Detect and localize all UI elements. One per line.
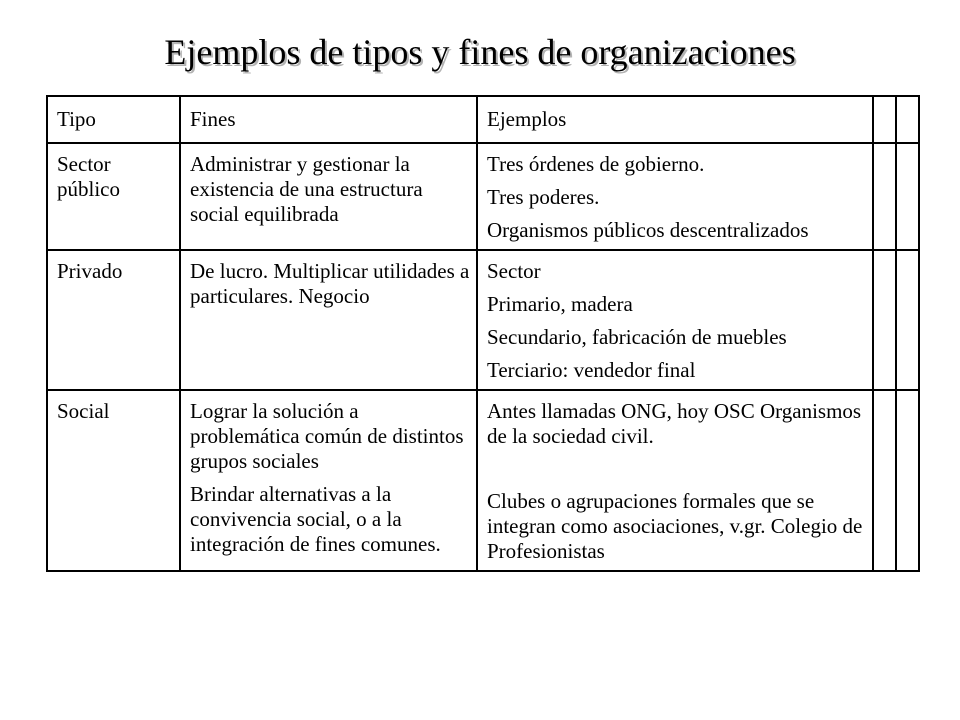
ejemplo-text: Tres órdenes de gobierno. [487,152,705,176]
header-tipo: Tipo [47,96,180,143]
ejemplo-text: Tres poderes. [487,185,600,209]
cell-ejemplos [477,250,873,390]
blank-cell [896,390,919,571]
header-fines: Fines [180,96,477,143]
table-row [47,250,919,390]
page-title: Ejemplos de tipos y fines de organizaciones [164,32,796,72]
fines-text: Brindar alternativas a la convivencia social, o a la integración de fines comunes. [190,482,441,556]
cell-ejemplos [477,390,873,571]
blank-cell [873,390,896,571]
ejemplo-text: Clubes o agrupaciones formales que se integran como asociaciones, v.gr. Colegio de Profesionistas [487,489,863,563]
table-header-row [47,96,919,143]
cell-tipo: Social [47,390,180,571]
ejemplo-text: Antes llamadas ONG, hoy OSC Organismos de la sociedad civil. [487,399,862,448]
blank-cell [896,250,919,390]
fines-text: Lograr la solución a problemática común de distintos grupos sociales [190,399,464,473]
cell-ejemplos [477,143,873,250]
header-ejemplos: Ejemplos [477,96,873,143]
ejemplo-text: Terciario: vendedor final [487,358,696,382]
organizations-table [46,95,920,572]
cell-fines [180,390,477,571]
table-row [47,390,919,571]
ejemplo-text: Sector [487,259,541,283]
cell-tipo: Sector público [47,143,180,250]
table-row [47,143,919,250]
ejemplo-text: Primario, madera [487,292,633,316]
cell-fines [180,143,477,250]
blank-cell [873,143,896,250]
blank-cell [873,250,896,390]
fines-text: Administrar y gestionar la existencia de una estructura social equilibrada [190,152,423,226]
ejemplo-text: Organismos públicos descentralizados [487,218,809,242]
blank-header-cell [896,96,919,143]
cell-fines [180,250,477,390]
blank-cell [896,143,919,250]
blank-header-cell [873,96,896,143]
fines-text: De lucro. Multiplicar utilidades a particulares. Negocio [190,259,470,308]
cell-tipo: Privado [47,250,180,390]
ejemplo-text: Secundario, fabricación de muebles [487,325,787,349]
